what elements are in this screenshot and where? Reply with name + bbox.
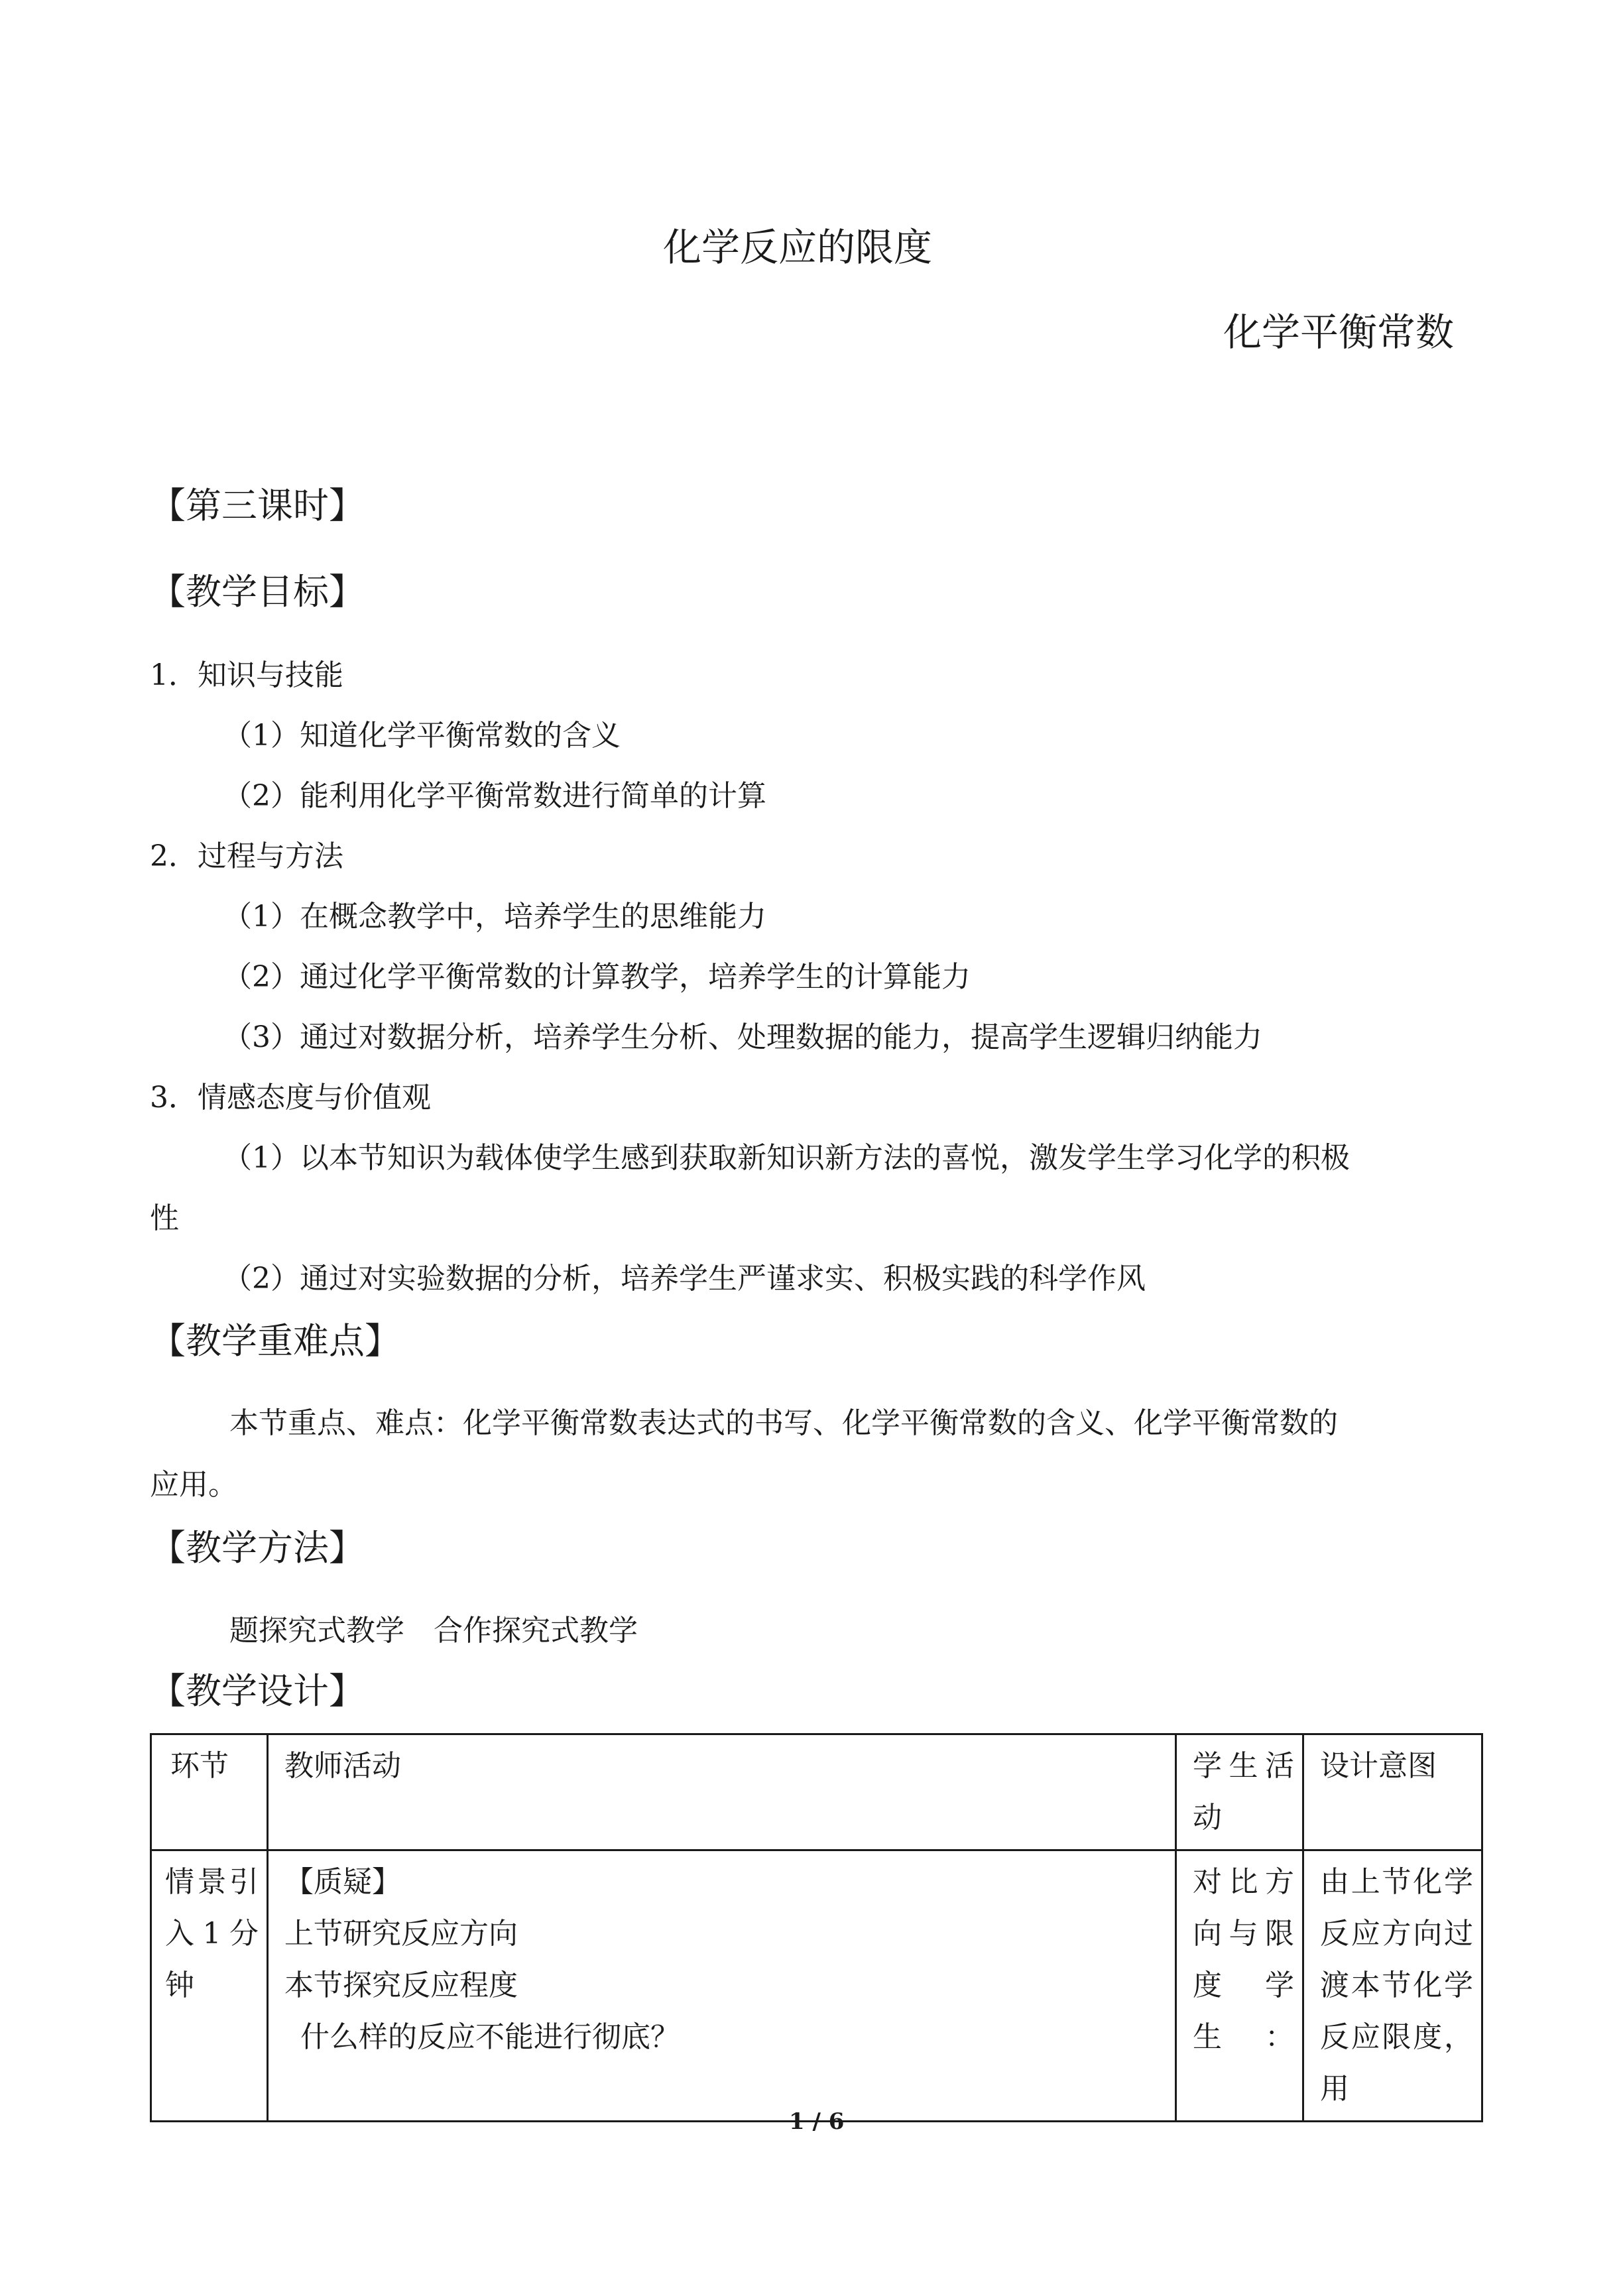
cell-design-intent: 由上节化学反应方向过渡本节化学反应限度，用 [1303,1850,1482,2122]
methods-heading: 【教学方法】 [150,1527,365,1569]
teacher-activity-line: 本节探究反应程度 [284,1968,518,2002]
document-title: 化学反应的限度 [663,225,933,270]
teacher-activity-line: 上节研究反应方向 [284,1917,518,1951]
cell-stage: 情景引入1分钟 [151,1850,268,2122]
key-points-line-2: 应用。 [150,1468,237,1502]
table-row [151,1850,1482,2122]
objective-1-item-2: （2）能利用化学平衡常数进行简单的计算 [223,779,766,813]
objective-2-label: 2．过程与方法 [150,839,343,873]
period-heading: 【第三课时】 [150,485,365,526]
page-number: 1 / 6 [789,2108,845,2135]
objective-3-label: 3．情感态度与价值观 [150,1081,431,1115]
objective-2-item-3: （3）通过对数据分析，培养学生分析、处理数据的能力，提高学生逻辑归纳能力 [223,1020,1262,1054]
methods-text: 题探究式教学 合作探究式教学 [229,1614,638,1648]
header-student-activity: 学生活动 [1176,1734,1303,1850]
document-subtitle: 化学平衡常数 [1223,310,1455,355]
objective-1-label: 1．知识与技能 [150,658,343,692]
objectives-heading: 【教学目标】 [150,571,365,613]
header-teacher-activity: 教师活动 [268,1734,1176,1850]
objective-2-item-2: （2）通过化学平衡常数的计算教学，培养学生的计算能力 [223,960,971,994]
teacher-activity-line: 什么样的反应不能进行彻底？ [300,2020,680,2054]
cell-student-activity: 对比方向与限度学生： [1176,1850,1303,2122]
objective-3-item-1-cont: 性 [150,1201,179,1235]
teaching-design-table [150,1733,1483,2122]
key-points-line-1: 本节重点、难点：化学平衡常数表达式的书写、化学平衡常数的含义、化学平衡常数的 [229,1406,1338,1440]
objective-1-item-1: （1）知道化学平衡常数的含义 [223,719,621,753]
objective-2-item-1: （1）在概念教学中，培养学生的思维能力 [223,900,766,934]
objective-3-item-2: （2）通过对实验数据的分析，培养学生严谨求实、积极实践的科学作风 [223,1262,1146,1296]
header-stage: 环节 [151,1734,268,1850]
design-heading: 【教学设计】 [150,1670,365,1712]
teacher-activity-line: 【质疑】 [284,1865,401,1899]
cell-teacher-activity [268,1850,1176,2122]
objective-3-item-1: （1）以本节知识为载体使学生感到获取新知识新方法的喜悦，激发学生学习化学的积极 [223,1141,1350,1175]
key-points-heading: 【教学重难点】 [150,1320,400,1362]
table-header-row [151,1734,1482,1850]
header-design-intent: 设计意图 [1303,1734,1482,1850]
